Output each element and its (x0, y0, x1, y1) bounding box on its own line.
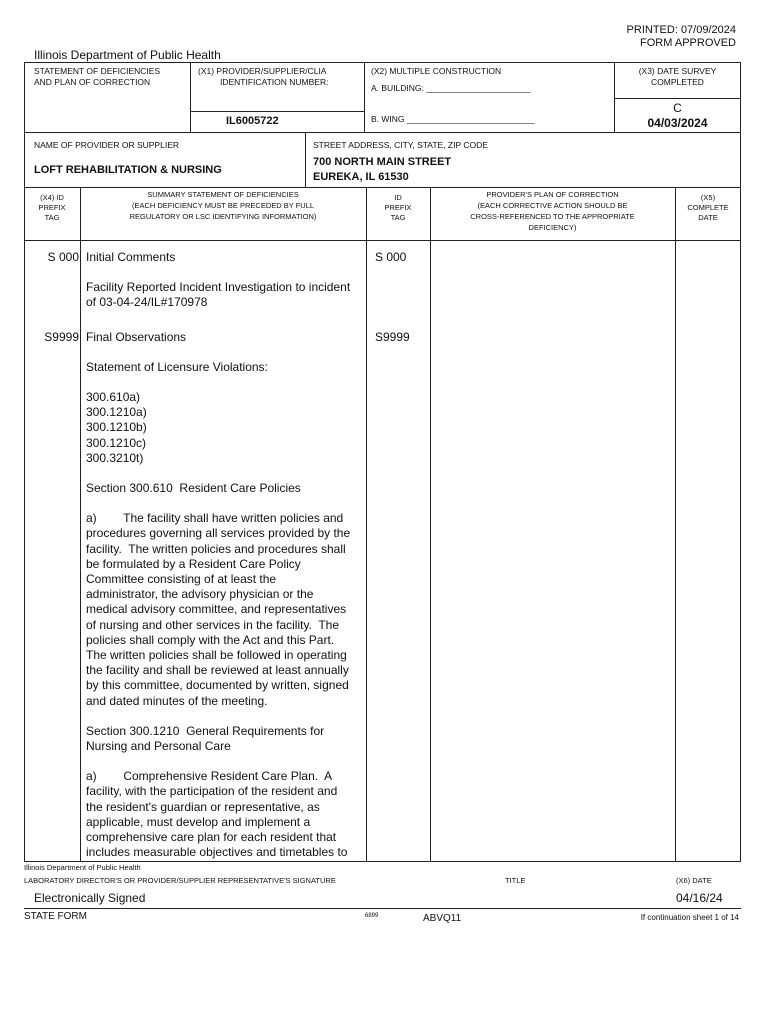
survey-code: C (673, 101, 682, 115)
form-approved: FORM APPROVED (640, 37, 736, 49)
paragraph-final-observations: Final Observations (86, 329, 187, 344)
x4-header-1: (X4) ID (40, 193, 64, 202)
plan-header-3: CROSS-REFERENCED TO THE APPROPRIATE (470, 212, 635, 221)
paragraph-initial-comments: Initial Comments (86, 250, 176, 264)
address-line-2: EUREKA, IL 61530 (313, 171, 409, 183)
id-header-1: ID (394, 193, 402, 202)
signed-date: 04/16/24 (676, 891, 723, 905)
prefix-tag: S 000 (47, 250, 79, 264)
prefix-tag: S9999 (44, 330, 79, 344)
x5-header-1: (X5) (700, 193, 716, 202)
provider-name: LOFT REHABILITATION & NURSING (34, 164, 222, 176)
wing-field: B. WING ___________________________ (371, 114, 535, 124)
statement-label-1: STATEMENT OF DEFICIENCIES (34, 66, 161, 76)
paragraph-section-610: Section 300.610 Resident Care Policies (86, 481, 301, 496)
x1-label-2: IDENTIFICATION NUMBER: (220, 77, 329, 87)
summary-column (86, 250, 364, 861)
date-label: (X6) DATE (676, 876, 712, 885)
id-header-2: PREFIX (384, 203, 412, 212)
printed-date: PRINTED: 07/09/2024 (626, 24, 736, 36)
signature-label: LABORATORY DIRECTOR'S OR PROVIDER/SUPPLIER REPRESENTATIVE'S SIGNATURE (24, 876, 336, 885)
x1-label-1: (X1) PROVIDER/SUPPLIER/CLIA (198, 66, 327, 76)
provider-id-number: IL6005722 (226, 115, 279, 127)
provider-name-label: NAME OF PROVIDER OR SUPPLIER (34, 140, 179, 150)
x4-header-3: TAG (44, 213, 60, 222)
x5-header-2: COMPLETE (687, 203, 729, 212)
summary-header-1: SUMMARY STATEMENT OF DEFICIENCIES (147, 190, 299, 199)
summary-header-2: (EACH DEFICIENCY MUST BE PRECEDED BY FULL (131, 201, 315, 210)
plan-header-1: PROVIDER'S PLAN OF CORRECTION (486, 190, 619, 199)
footer-agency: Illinois Department of Public Health (24, 863, 141, 872)
paragraph-610a: a) The facility shall have written policies and procedures governing all services provided by the facility. The written policies and procedures shall be formulated by a Resident Care Policy Committee consisting of at least the administrator, the advisory physician or the medical advisory committee, and representatives of nursing and other services in the facility. The policies shall comply with the Act and this Part. The written policies shall be followed in operating the facility and shall be reviewed at least annually by this committee, documented by written, signed and dated minutes of the meeting. (86, 511, 351, 708)
paragraph-incident: Facility Reported Incident Investigation to incident of 03-04-24/IL#170978 (86, 280, 351, 310)
paragraph-regulation-codes: 300.610a) 300.1210a) 300.1210b) 300.1210c) 300.3210t) (86, 390, 147, 465)
agency-name: Illinois Department of Public Health (34, 48, 221, 62)
paragraph-1210a: a) Comprehensive Resident Care Plan. A facility, with the participation of the resident and the resident's guardian or representative, as applicable, must develop and implement a comprehensive care plan for each resident that includes measurable objectives and timetables to (86, 769, 348, 860)
paragraph-section-1210: Section 300.1210 General Requirements for Nursing and Personal Care (86, 723, 325, 754)
x2-label: (X2) MULTIPLE CONSTRUCTION (371, 66, 502, 76)
title-label: TITLE (505, 876, 526, 885)
address-line-1: 700 NORTH MAIN STREET (313, 156, 452, 168)
x4-header-2: PREFIX (38, 203, 66, 212)
continuation-sheet: If continuation sheet 1 of 14 (640, 913, 739, 922)
summary-header-3: REGULATORY OR LSC IDENTIFYING INFORMATION) (129, 212, 317, 221)
event-id: ABVQ11 (423, 913, 462, 924)
id-header-3: TAG (390, 213, 406, 222)
form-number: 6899 (365, 913, 379, 919)
address-label: STREET ADDRESS, CITY, STATE, ZIP CODE (313, 140, 488, 150)
id-prefix-tag: S9999 (375, 330, 410, 344)
state-form-label: STATE FORM (24, 911, 87, 922)
plan-header-2: (EACH CORRECTIVE ACTION SHOULD BE (477, 201, 628, 210)
signature-value: Electronically Signed (34, 891, 146, 905)
plan-header-4: DEFICIENCY) (528, 223, 577, 232)
x5-header-3: DATE (698, 213, 718, 222)
id-prefix-tag: S 000 (375, 250, 407, 264)
x3-label-2: COMPLETED (651, 77, 704, 87)
statement-label-2: AND PLAN OF CORRECTION (34, 77, 151, 87)
paragraph-statement: Statement of Licensure Violations: (86, 359, 268, 374)
building-field: A. BUILDING: ______________________ (371, 83, 531, 93)
survey-date: 04/03/2024 (647, 116, 708, 130)
x3-label-1: (X3) DATE SURVEY (638, 66, 717, 76)
